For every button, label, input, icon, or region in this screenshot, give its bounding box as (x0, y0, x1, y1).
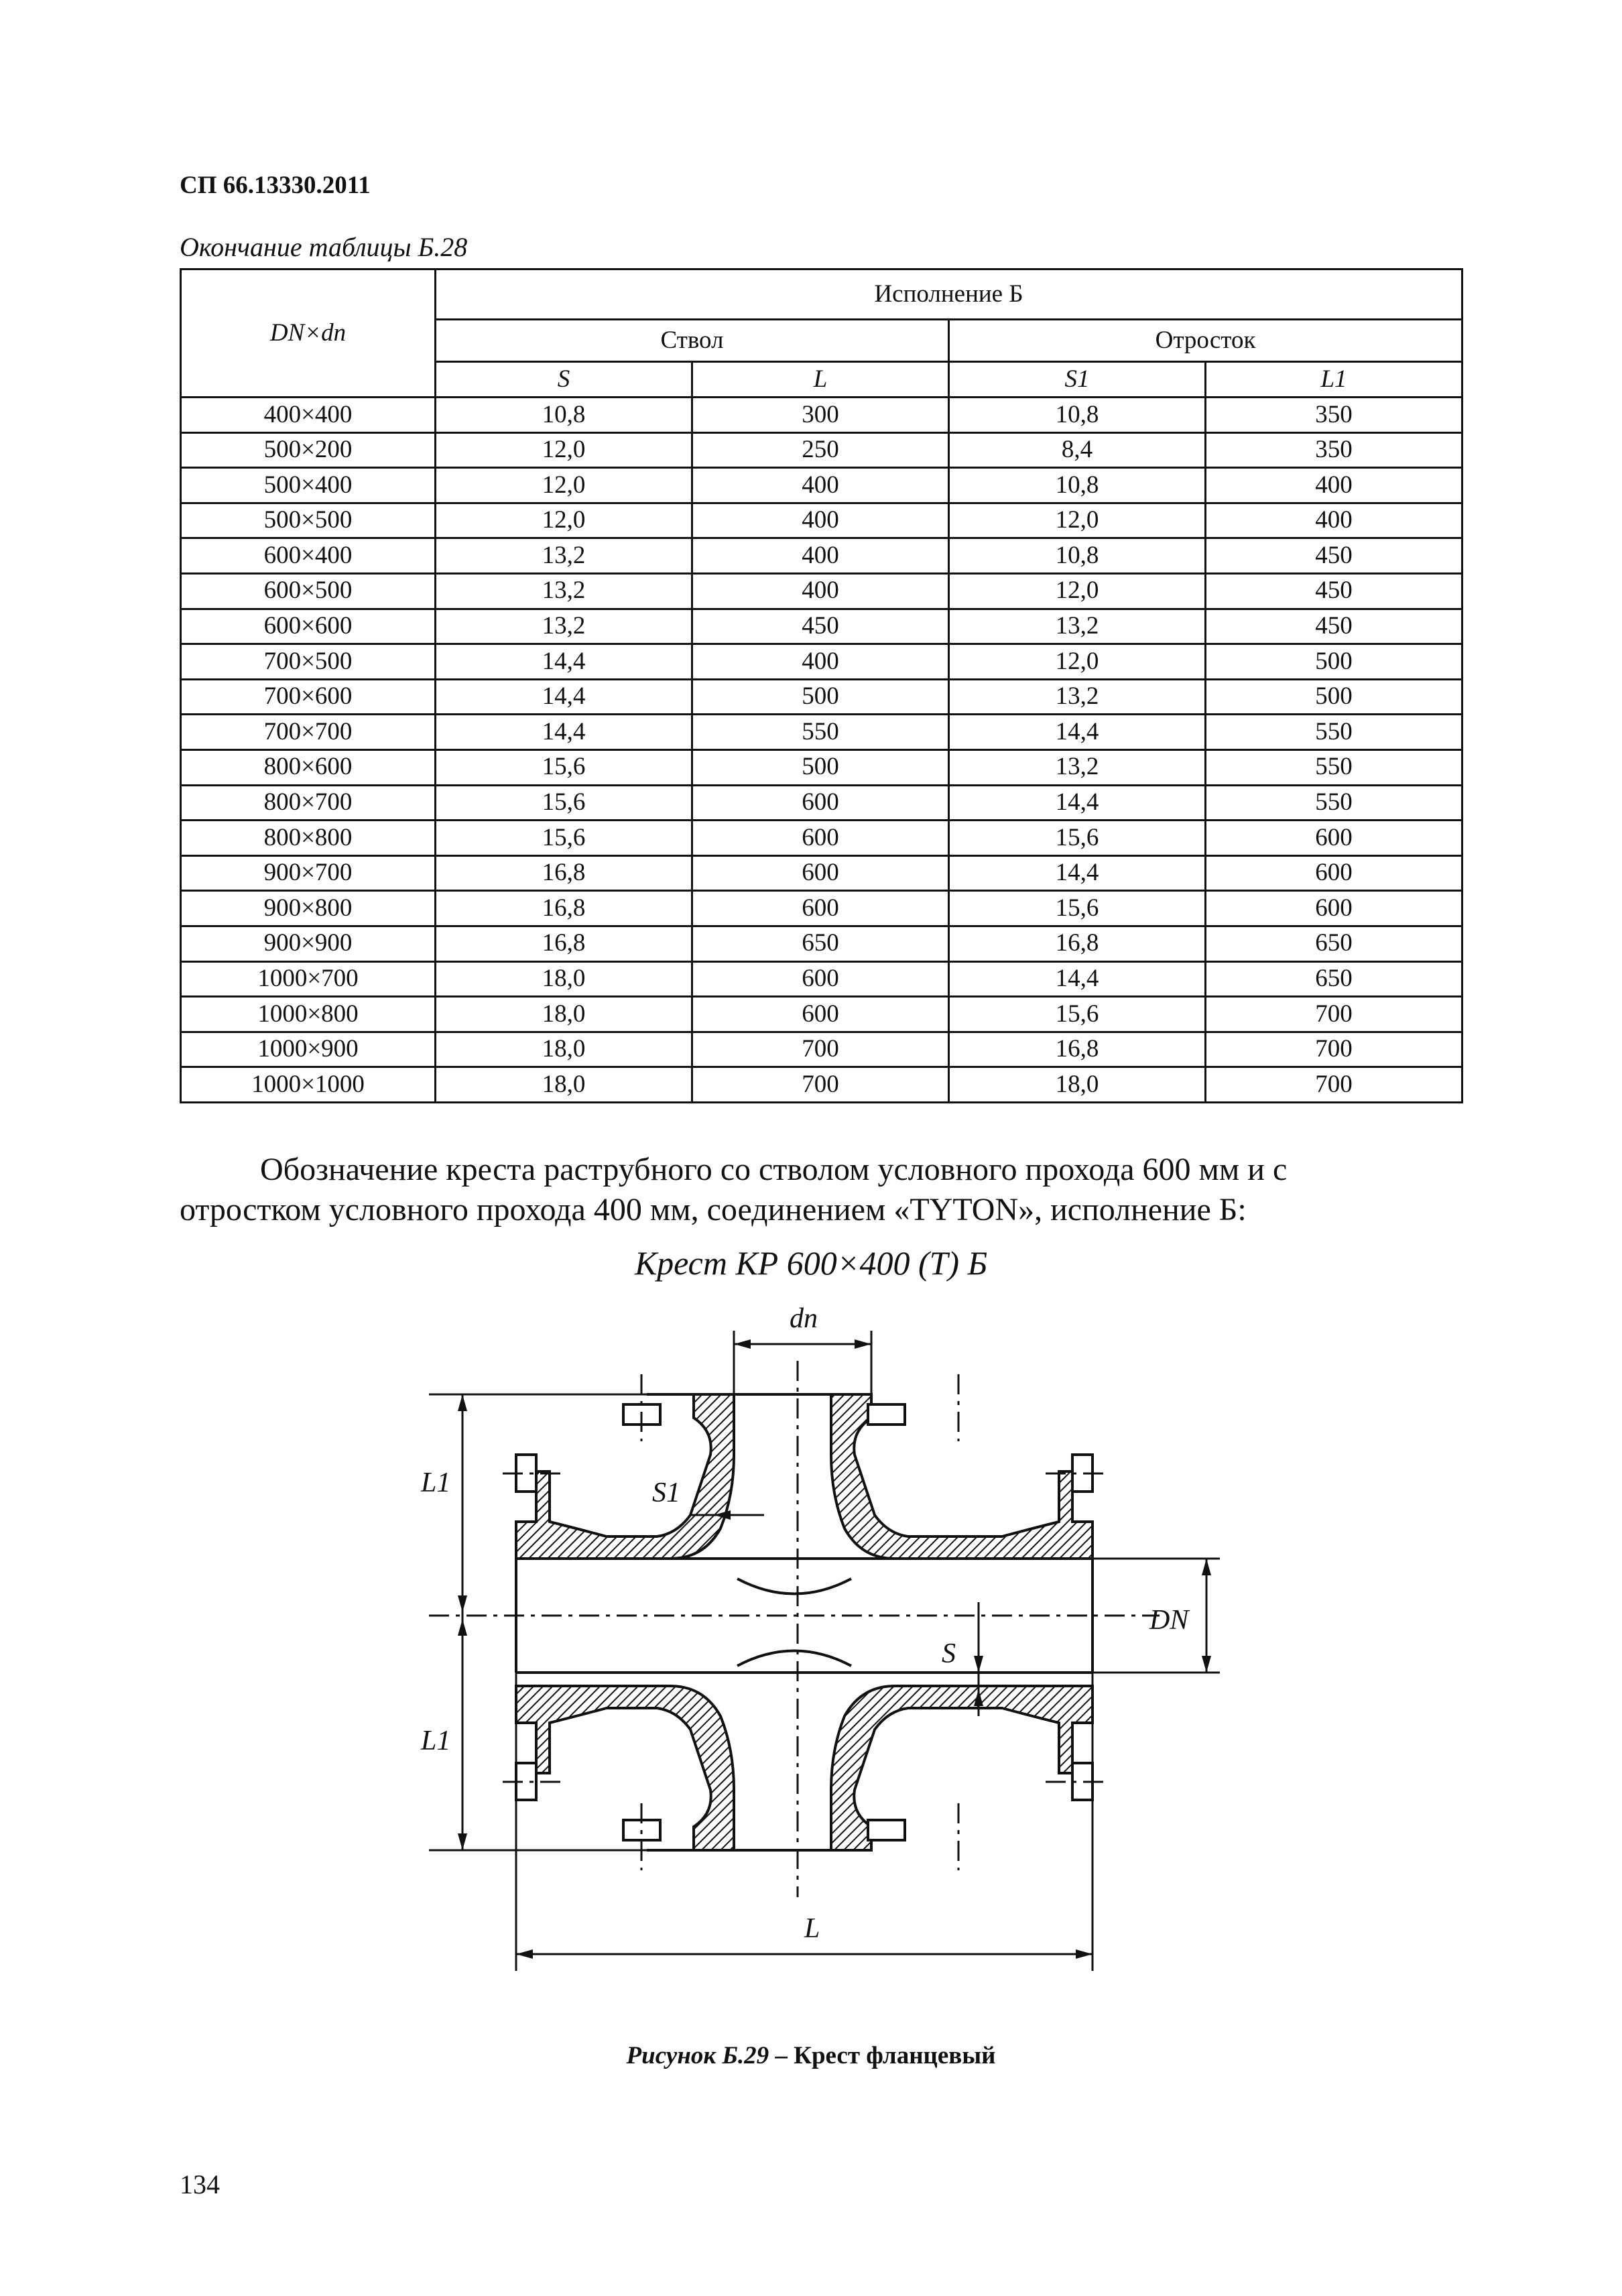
table-cell: 600×600 (181, 609, 436, 644)
table-cell: 600×500 (181, 573, 436, 609)
inner-arcs (737, 1579, 851, 1666)
table-cell: 700 (1206, 1067, 1462, 1103)
dimension-lines (429, 1331, 1220, 1971)
table-row (181, 432, 1462, 468)
table-row (181, 961, 1462, 997)
table-cell: 700 (1206, 997, 1462, 1032)
table-cell: 500 (1206, 644, 1462, 680)
table-cell: 400 (1206, 503, 1462, 538)
label-l: L (804, 1913, 820, 1944)
table-cell: 500×200 (181, 432, 436, 468)
table-cell: 600 (1206, 891, 1462, 926)
table-cell: 800×800 (181, 821, 436, 856)
table-cell: 400 (692, 468, 949, 503)
table-caption: Окончание таблицы Б.28 (180, 232, 468, 262)
table-row (181, 644, 1462, 680)
table-cell: 18,0 (436, 997, 692, 1032)
table-cell: 18,0 (436, 961, 692, 997)
table-cell: 18,0 (436, 1067, 692, 1103)
label-l1-bottom: L1 (421, 1726, 451, 1756)
table-cell: 700 (692, 1032, 949, 1067)
table-row (181, 573, 1462, 609)
table-cell: 10,8 (949, 538, 1206, 574)
table-cell: 500×400 (181, 468, 436, 503)
paragraph-line-1: Обозначение креста раструбного со стволом условного прохода 600 мм и с (260, 1152, 1288, 1187)
table-cell: 450 (1206, 609, 1462, 644)
table-cell: 600 (692, 961, 949, 997)
table-cell: 650 (1206, 961, 1462, 997)
header-trunk: Ствол (436, 320, 949, 362)
table-cell: 450 (1206, 538, 1462, 574)
table-cell: 13,2 (436, 538, 692, 574)
table-cell: 1000×800 (181, 997, 436, 1032)
table-cell: 13,2 (436, 609, 692, 644)
spec-table (180, 268, 1463, 1103)
table-cell: 600 (692, 891, 949, 926)
table-row (181, 997, 1462, 1032)
table-cell: 15,6 (436, 785, 692, 821)
table-cell: 550 (1206, 749, 1462, 785)
table-cell: 900×700 (181, 855, 436, 891)
table-cell: 250 (692, 432, 949, 468)
table-cell: 14,4 (436, 715, 692, 750)
table-cell: 13,2 (949, 679, 1206, 715)
table-cell: 550 (692, 715, 949, 750)
table-cell: 16,8 (436, 891, 692, 926)
table-cell: 10,8 (436, 398, 692, 433)
table-cell: 400×400 (181, 398, 436, 433)
table-cell: 14,4 (949, 785, 1206, 821)
table-cell: 350 (1206, 432, 1462, 468)
table-cell: 800×600 (181, 749, 436, 785)
table-cell: 600 (692, 855, 949, 891)
table-cell: 800×700 (181, 785, 436, 821)
table-cell: 350 (1206, 398, 1462, 433)
table-cell: 900×900 (181, 926, 436, 961)
table-cell: 12,0 (949, 503, 1206, 538)
table-row (181, 821, 1462, 856)
table-cell: 450 (1206, 573, 1462, 609)
table-cell: 13,2 (949, 609, 1206, 644)
table-row (181, 503, 1462, 538)
label-s1: S1 (652, 1477, 680, 1508)
table-cell: 650 (1206, 926, 1462, 961)
header-branch: Отросток (949, 320, 1462, 362)
table-cell: 400 (692, 503, 949, 538)
table-cell: 400 (1206, 468, 1462, 503)
document-code: СП 66.13330.2011 (180, 172, 371, 199)
table-row (181, 749, 1462, 785)
header-dn-dn: DN×dn (181, 269, 436, 398)
table-row (181, 609, 1462, 644)
table-body (181, 398, 1462, 1103)
table-cell: 16,8 (436, 926, 692, 961)
paragraph-line-2: отростком условного прохода 400 мм, соединением «TYTON», исполнение Б: (180, 1192, 1247, 1227)
table-row (181, 468, 1462, 503)
table-cell: 16,8 (949, 926, 1206, 961)
table-row (181, 538, 1462, 574)
table-cell: 14,4 (436, 679, 692, 715)
designation-paragraph (180, 1150, 1461, 1230)
table-cell: 1000×700 (181, 961, 436, 997)
table-cell: 500 (692, 749, 949, 785)
table-cell: 14,4 (436, 644, 692, 680)
table-cell: 15,6 (436, 821, 692, 856)
table-cell: 12,0 (436, 432, 692, 468)
table-cell: 600 (692, 997, 949, 1032)
table-cell: 400 (692, 538, 949, 574)
table-cell: 500×500 (181, 503, 436, 538)
table-row (181, 785, 1462, 821)
figure-caption-text: Крест фланцевый (794, 2042, 996, 2069)
table-row (181, 855, 1462, 891)
flange-bolts (516, 1404, 1093, 1840)
table-cell: 450 (692, 609, 949, 644)
table-cell: 10,8 (949, 468, 1206, 503)
figure-caption-dash: – (769, 2042, 794, 2069)
table-cell: 15,6 (949, 821, 1206, 856)
figure-number: Рисунок Б.29 (626, 2042, 769, 2069)
table-cell: 650 (692, 926, 949, 961)
table-cell: 700 (692, 1067, 949, 1103)
table-cell: 1000×900 (181, 1032, 436, 1067)
body-outline (516, 1394, 1093, 1850)
table-cell: 12,0 (949, 644, 1206, 680)
table-cell: 16,8 (436, 855, 692, 891)
table-cell: 400 (692, 644, 949, 680)
label-s: S (942, 1638, 956, 1669)
table-cell: 15,6 (949, 997, 1206, 1032)
table-cell: 12,0 (436, 503, 692, 538)
table-row (181, 1067, 1462, 1103)
table-cell: 12,0 (949, 573, 1206, 609)
table-row (181, 1032, 1462, 1067)
table-row (181, 926, 1462, 961)
table-cell: 700×500 (181, 644, 436, 680)
table-cell: 14,4 (949, 961, 1206, 997)
table-cell: 10,8 (949, 398, 1206, 433)
table-cell: 300 (692, 398, 949, 433)
header-s1: S1 (949, 362, 1206, 398)
table-cell: 500 (692, 679, 949, 715)
table-cell: 13,2 (949, 749, 1206, 785)
table-cell: 8,4 (949, 432, 1206, 468)
figure-caption (0, 2041, 1622, 2070)
table-cell: 600 (1206, 855, 1462, 891)
table-cell: 18,0 (436, 1032, 692, 1067)
table-cell: 18,0 (949, 1067, 1206, 1103)
table-cell: 550 (1206, 715, 1462, 750)
header-variant: Исполнение Б (436, 269, 1462, 320)
table-cell: 700×600 (181, 679, 436, 715)
header-l: L (692, 362, 949, 398)
table-row (181, 891, 1462, 926)
table-cell: 600 (692, 785, 949, 821)
table-cell: 15,6 (436, 749, 692, 785)
table-cell: 600×400 (181, 538, 436, 574)
page-number: 134 (180, 2169, 220, 2199)
table-cell: 700 (1206, 1032, 1462, 1067)
label-l1-top: L1 (421, 1467, 451, 1498)
table-cell: 12,0 (436, 468, 692, 503)
table-cell: 1000×1000 (181, 1067, 436, 1103)
table-cell: 550 (1206, 785, 1462, 821)
table-cell: 400 (692, 573, 949, 609)
table-cell: 15,6 (949, 891, 1206, 926)
header-l1: L1 (1206, 362, 1462, 398)
product-designation: Крест КР 600×400 (Т) Б (634, 1244, 988, 1282)
table-cell: 14,4 (949, 855, 1206, 891)
table-cell: 900×800 (181, 891, 436, 926)
cross-fitting-drawing (375, 1294, 1247, 2018)
table-row (181, 398, 1462, 433)
table-cell: 600 (1206, 821, 1462, 856)
table-row (181, 715, 1462, 750)
centerlines (429, 1361, 1160, 1897)
table-cell: 14,4 (949, 715, 1206, 750)
table-cell: 600 (692, 821, 949, 856)
label-dn-small: dn (790, 1303, 818, 1334)
table-cell: 16,8 (949, 1032, 1206, 1067)
label-dn-big: DN (1149, 1605, 1189, 1636)
header-s: S (436, 362, 692, 398)
table-cell: 500 (1206, 679, 1462, 715)
table-cell: 700×700 (181, 715, 436, 750)
table-row (181, 679, 1462, 715)
table-cell: 13,2 (436, 573, 692, 609)
